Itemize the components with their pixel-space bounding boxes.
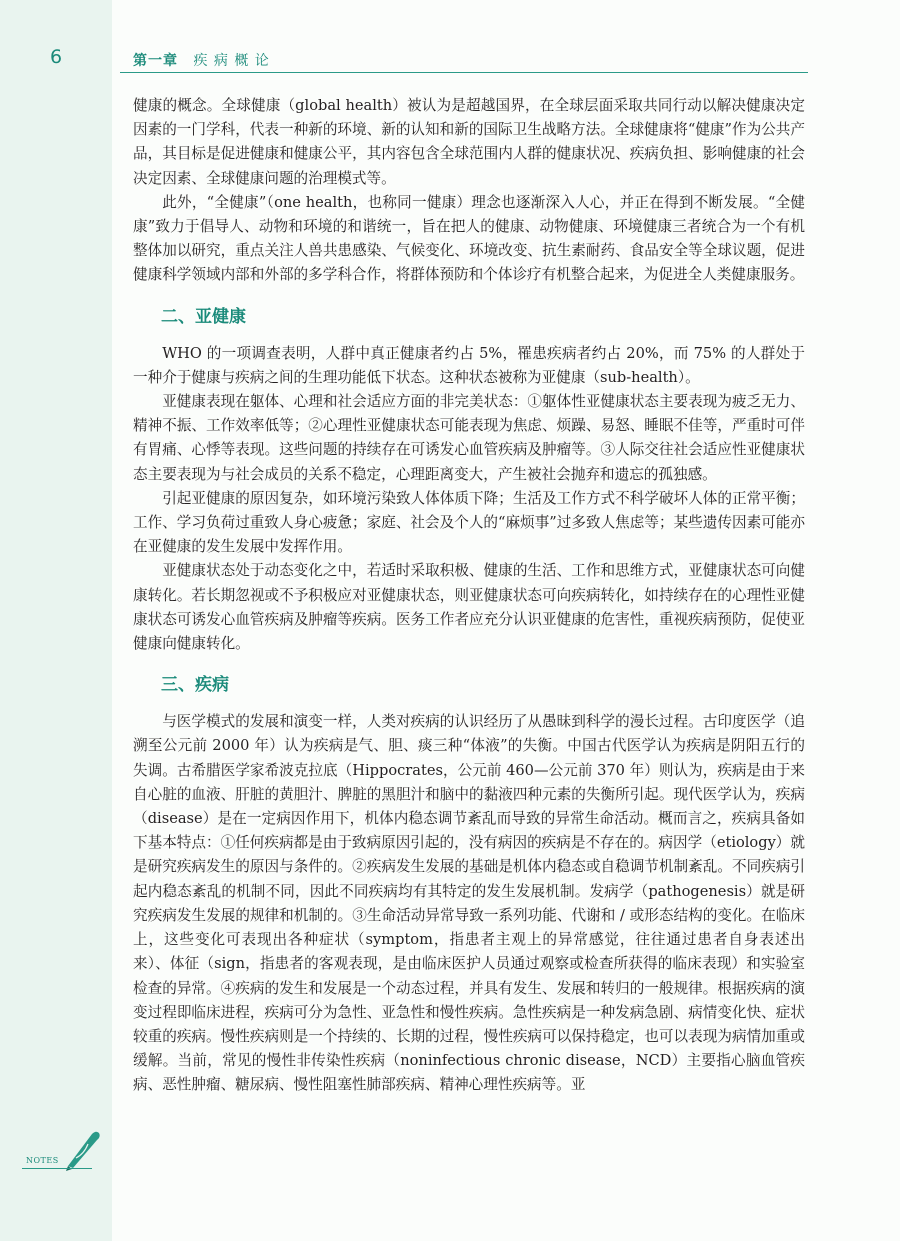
paragraph-sub-health-causes: 引起亚健康的原因复杂，如环境污染致人体体质下降；生活及工作方式不科学破坏人体的正常平衡；工作、学习负荷过重致人身心疲惫；家庭、社会及个人的“麻烦事”过多致人焦虑等；某些遗传因素可能亦在亚健康的发生发展中发挥作用。 — [133, 489, 805, 556]
margin-strip — [0, 0, 112, 1241]
paragraph-sub-health-dynamics: 亚健康状态处于动态变化之中，若适时采取积极、健康的生活、工作和思维方式，亚健康状态可向健康转化。若长期忽视或不予积极应对亚健康状态，则亚健康状态可向疾病转化，如持续存在的心理性亚健康状态可诱发心血管疾病及肿瘤等疾病。医务工作者应充分认识亚健康的危害性，重视疾病预防，促使亚健康向健康转化。 — [133, 562, 805, 653]
section-heading-sub-health: 二、亚健康 — [161, 306, 246, 327]
chapter-title: 疾 病 概 论 — [193, 53, 270, 69]
paragraph-disease: 与医学模式的发展和演变一样，人类对疾病的认识经历了从愚昧到科学的漫长过程。古印度医学（追溯至公元前 2000 年）认为疾病是气、胆、痰三种“体液”的失衡。中国古代医学认为疾病是阴阳五行的失调。古希腊医学家希波克拉底（Hippocrates，公元前 460—公元前 370 年）则认为，疾病是由于来自心脏的血液、肝脏的黄胆汁、脾脏的黑胆汁和脑中的黏液四种元素的失衡所引起。现代医学认为，疾病（disease）是在一定病因作用下，机体内稳态调节紊乱而导致的异常生命活动。概而言之，疾病具备如下基本特点：①任何疾病都是由于致病原因引起的，没有病因的疾病是不存在的。病因学（etiology）就是研究疾病发生的原因与条件的。②疾病发生发展的基础是机体内稳态或自稳调节机制紊乱。不同疾病引起内稳态紊乱的机制不同，因此不同疾病均有其特定的发生发展机制。发病学（pathogenesis）就是研究疾病发生发展的规律和机制的。③生命活动异常导致一系列功能、代谢和 / 或形态结构的变化。在临床上，这些变化可表现出各种症状（symptom，指患者主观上的异常感觉，往往通过患者自身表述出来）、体征（sign，指患者的客观表现，是由临床医护人员通过观察或检查所获得的临床表现）和实验室检查的异常。④疾病的发生和发展是一个动态过程，并具有发生、发展和转归的一般规律。根据疾病的演变过程即临床进程，疾病可分为急性、亚急性和慢性疾病。急性疾病是一种发病急剧、病情变化快、症状较重的疾病。慢性疾病则是一个持续的、长期的过程，慢性疾病可以保持稳定，也可以表现为病情加重或缓解。当前，常见的慢性非传染性疾病（noninfectious chronic disease，NCD）主要指心脑血管疾病、恶性肿瘤、糖尿病、慢性阻塞性肺部疾病、精神心理性疾病等。亚 — [133, 713, 805, 1094]
header-rule — [120, 72, 808, 73]
paragraph-sub-health-manifestations: 亚健康表现在躯体、心理和社会适应方面的非完美状态：①躯体性亚健康状态主要表现为疲乏无力、精神不振、工作效率低等；②心理性亚健康状态可能表现为焦虑、烦躁、易怒、睡眠不佳等，严重时可伴有胃痛、心悸等表现。这些问题的持续存在可诱发心血管疾病及肿瘤等。③人际交往社会适应性亚健康状态主要表现为与社会成员的关系不稳定，心理距离变大，产生被社会抛弃和遗忘的孤独感。 — [133, 393, 805, 483]
paragraph-global-health: 健康的概念。全球健康（global health）被认为是超越国界，在全球层面采取共同行动以解决健康决定因素的一门学科，代表一种新的环境、新的认知和新的国际卫生战略方法。全球健康将“健康”作为公共产品，其目标是促进健康和健康公平，其内容包含全球范围内人群的健康状况、疾病负担、影响健康的社会决定因素、全球健康问题的治理模式等。 — [133, 97, 805, 187]
paragraph-one-health: 此外，“全健康”（one health，也称同一健康）理念也逐渐深入人心，并正在得到不断发展。“全健康”致力于倡导人、动物和环境的和谐统一，旨在把人的健康、动物健康、环境健康三者统合为一个有机整体加以研究，重点关注人兽共患感染、气候变化、环境改变、抗生素耐药、食品安全等全球议题，促进健康科学领域内部和外部的多学科合作，将群体预防和个体诊疗有机整合起来，为促进全人类健康服务。 — [133, 193, 805, 284]
notes-label: NOTES — [26, 1156, 59, 1165]
notes-underline — [22, 1168, 92, 1169]
notes-marker — [14, 1128, 104, 1178]
paragraph-sub-health-survey: WHO 的一项调查表明，人群中真正健康者约占 5%，罹患疾病者约占 20%，而 75% 的人群处于一种介于健康与疾病之间的生理功能低下状态。这种状态被称为亚健康（sub-health）。 — [133, 344, 805, 386]
page-number: 6 — [50, 46, 63, 68]
chapter-number: 第一章 — [133, 53, 178, 69]
section-heading-disease: 三、疾病 — [161, 675, 229, 696]
running-head — [133, 50, 270, 70]
pen-icon — [62, 1128, 102, 1172]
page-body — [133, 94, 805, 1098]
